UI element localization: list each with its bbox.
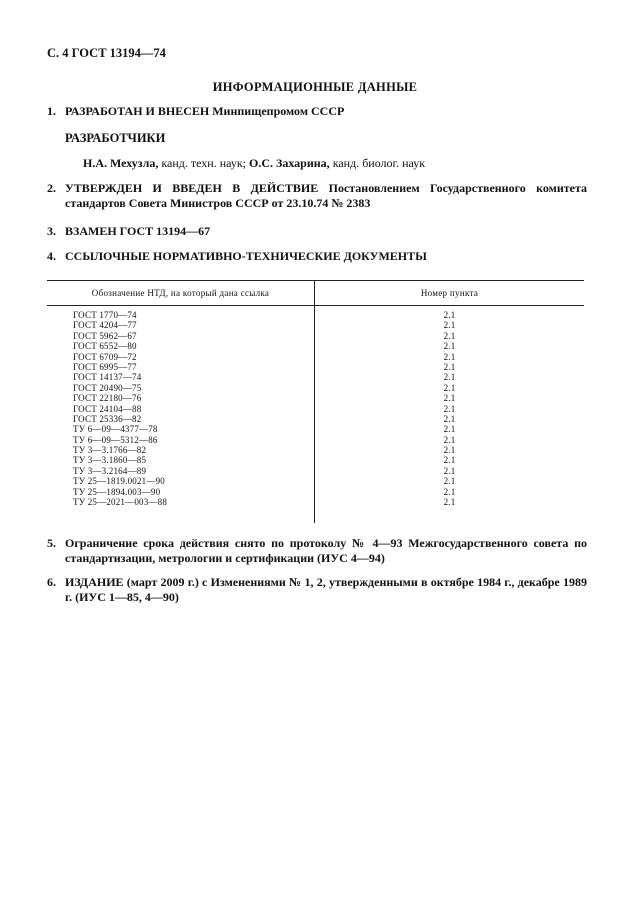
table-cell-document: ГОСТ 6552—80 bbox=[73, 341, 137, 352]
table-row bbox=[47, 455, 584, 465]
table-cell-clause: 2.1 bbox=[443, 382, 456, 393]
table-row bbox=[47, 320, 584, 330]
table-cell-document: ТУ 25—2021—003—88 bbox=[73, 497, 168, 508]
item-number: 6. bbox=[47, 575, 56, 589]
table-row bbox=[47, 476, 584, 486]
table-row bbox=[47, 497, 584, 507]
table-cell-clause: 2.1 bbox=[443, 403, 456, 414]
table-cell-clause: 2.1 bbox=[443, 497, 456, 508]
table-cell-clause: 2.1 bbox=[443, 424, 456, 435]
table-top-rule bbox=[47, 280, 584, 281]
item-number: 2. bbox=[47, 181, 56, 195]
table-cell-document: ТУ 3—3.1766—82 bbox=[73, 445, 147, 456]
table-body bbox=[47, 310, 584, 507]
table-cell-clause: 2.1 bbox=[443, 465, 456, 476]
table-row bbox=[47, 393, 584, 403]
table-cell-document: ТУ 6—09—5312—86 bbox=[73, 434, 158, 445]
table-cell-document: ГОСТ 5962—67 bbox=[73, 330, 137, 341]
item-bold-text: ВЗАМЕН ГОСТ 13194—67 bbox=[65, 224, 211, 238]
reference-table bbox=[47, 280, 584, 523]
item-number: 1. bbox=[47, 104, 56, 118]
table-cell-document: ГОСТ 22180—76 bbox=[73, 393, 142, 404]
developer-name: О.С. Захарина, bbox=[249, 156, 330, 170]
table-cell-clause: 2.1 bbox=[443, 330, 456, 341]
item-text: Минпищепромом СССР bbox=[209, 104, 345, 118]
table-cell-document: ТУ 6—09—4377—78 bbox=[73, 424, 158, 435]
table-cell-document: ТУ 3—3.2164—89 bbox=[73, 465, 147, 476]
page-header: С. 4 ГОСТ 13194—74 bbox=[47, 46, 166, 60]
table-cell-clause: 2.1 bbox=[443, 351, 456, 362]
table-cell-clause: 2.1 bbox=[443, 341, 456, 352]
table-cell-clause: 2.1 bbox=[443, 320, 456, 331]
item-text: ИЗДАНИЕ (март 2009 г.) с Изменениями № 1, 2, утвержденными в октябре 1984 г., декабре 1989 г. (ИУС 1—85, 4—90) bbox=[65, 575, 587, 604]
table-row bbox=[47, 487, 584, 497]
table-row bbox=[47, 331, 584, 341]
table-cell-document: ГОСТ 24104—88 bbox=[73, 403, 142, 414]
table-row bbox=[47, 341, 584, 351]
item-number: 4. bbox=[47, 249, 56, 263]
item-text: Постановлением Государственного комитета стандартов Совета Министров СССР от 23.10.74 № 2383 bbox=[65, 181, 587, 210]
table-cell-clause: 2.1 bbox=[443, 310, 456, 320]
table-cell-document: ГОСТ 25336—82 bbox=[73, 413, 142, 424]
item-3 bbox=[47, 224, 587, 239]
table-cell-document: ТУ 25—1894.003—90 bbox=[73, 486, 161, 497]
table-row bbox=[47, 352, 584, 362]
item-bold-text: РАЗРАБОТАН И ВНЕСЕН bbox=[65, 104, 210, 118]
table-cell-document: ГОСТ 1770—74 bbox=[73, 310, 137, 320]
table-row bbox=[47, 466, 584, 476]
table-cell-clause: 2.1 bbox=[443, 361, 456, 372]
table-cell-document: ТУ 25—1819.0021—90 bbox=[73, 476, 165, 487]
table-cell-document: ТУ 3—3.1860—85 bbox=[73, 455, 147, 466]
table-row bbox=[47, 424, 584, 434]
item-2 bbox=[47, 181, 587, 211]
developer-title: канд. биолог. наук bbox=[329, 156, 426, 170]
table-cell-clause: 2.1 bbox=[443, 476, 456, 487]
table-cell-clause: 2.1 bbox=[443, 445, 456, 456]
developers-heading: РАЗРАБОТЧИКИ bbox=[65, 131, 166, 145]
developer-name: Н.А. Мехузла, bbox=[83, 156, 159, 170]
table-cell-clause: 2.1 bbox=[443, 393, 456, 404]
table-row bbox=[47, 310, 584, 320]
table-row bbox=[47, 435, 584, 445]
table-row bbox=[47, 372, 584, 382]
table-cell-clause: 2.1 bbox=[443, 486, 456, 497]
table-cell-clause: 2.1 bbox=[443, 434, 456, 445]
developer-title: канд. техн. наук; bbox=[158, 156, 249, 170]
table-cell-document: ГОСТ 20490—75 bbox=[73, 382, 142, 393]
table-header-document: Обозначение НТД, на который дана ссылка bbox=[91, 288, 270, 298]
table-header-clause: Номер пункта bbox=[420, 288, 479, 298]
table-cell-clause: 2.1 bbox=[443, 413, 456, 424]
table-row bbox=[47, 414, 584, 424]
item-bold-text: УТВЕРЖДЕН И ВВЕДЕН В ДЕЙСТВИЕ bbox=[65, 181, 319, 195]
table-cell-document: ГОСТ 6995—77 bbox=[73, 361, 137, 372]
table-row bbox=[47, 404, 584, 414]
table-cell-document: ГОСТ 4204—77 bbox=[73, 320, 137, 331]
table-header-rule bbox=[47, 305, 584, 306]
item-number: 5. bbox=[47, 536, 56, 550]
item-number: 3. bbox=[47, 224, 56, 238]
table-cell-document: ГОСТ 14137—74 bbox=[73, 372, 142, 383]
item-1 bbox=[47, 104, 587, 119]
item-6 bbox=[47, 575, 587, 605]
table-cell-clause: 2.1 bbox=[443, 372, 456, 383]
table-cell-clause: 2.1 bbox=[443, 455, 456, 466]
table-row bbox=[47, 445, 584, 455]
item-5 bbox=[47, 536, 587, 566]
section-title: ИНФОРМАЦИОННЫЕ ДАННЫЕ bbox=[212, 80, 418, 94]
item-4 bbox=[47, 249, 587, 264]
item-bold-text: ССЫЛОЧНЫЕ НОРМАТИВНО-ТЕХНИЧЕСКИЕ ДОКУМЕНТЫ bbox=[65, 249, 427, 263]
item-text: Ограничение срока действия снято по протоколу № 4—93 Межгосударственного совета по стандартизации, метрологии и сертификации (ИУС 4—94) bbox=[65, 536, 587, 565]
table-row bbox=[47, 383, 584, 393]
developers-line bbox=[83, 156, 425, 171]
table-cell-document: ГОСТ 6709—72 bbox=[73, 351, 137, 362]
table-row bbox=[47, 362, 584, 372]
